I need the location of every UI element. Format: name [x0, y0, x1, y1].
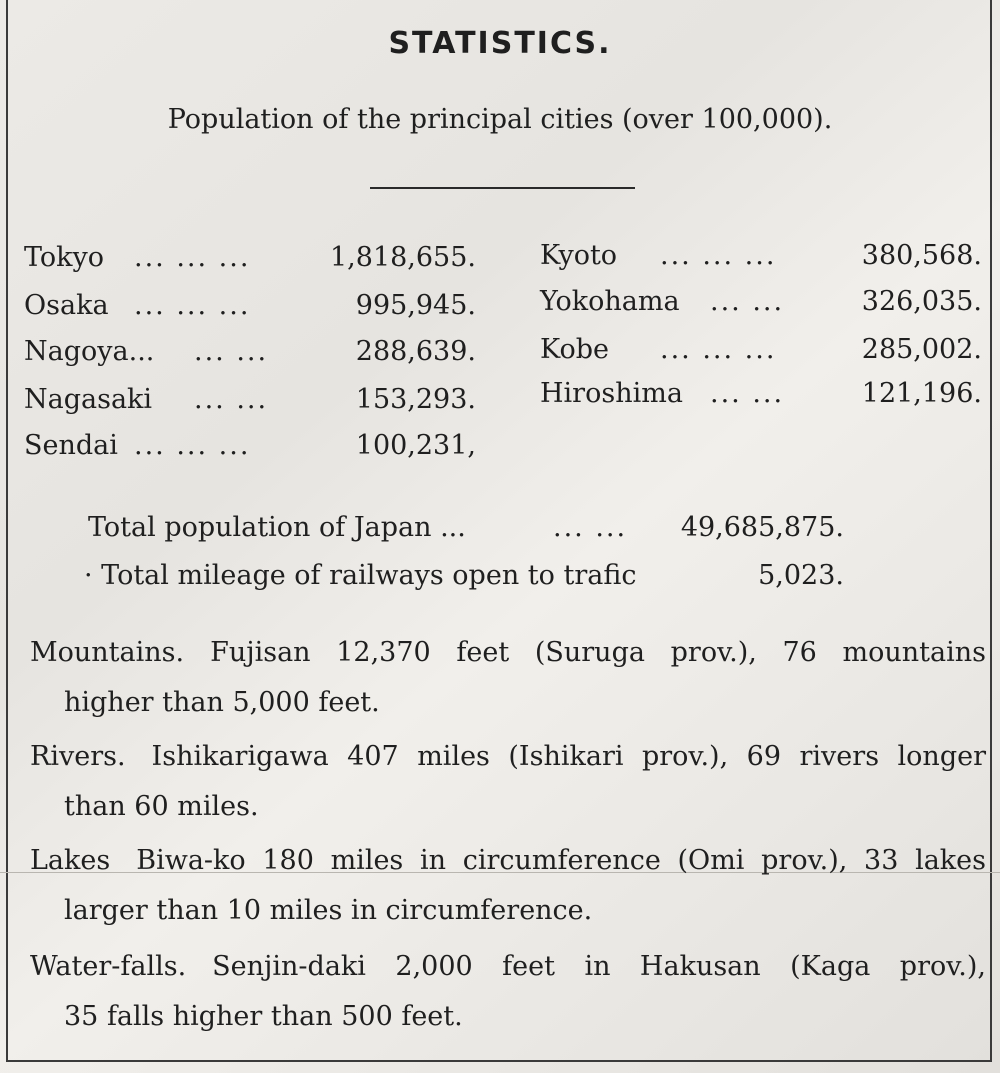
dot-leader: ... ... ... [660, 240, 777, 271]
city-name: Sendai [24, 430, 118, 461]
dot-leader: ... ... [194, 384, 269, 415]
city-population: 153,293. [355, 384, 476, 415]
fact-lakes [30, 836, 986, 936]
city-name: Nagasaki [24, 384, 153, 415]
city-row-tokyo [24, 238, 476, 278]
fact-text: Ishikarigawa 407 miles (Ishikari prov.), 69 rivers longer [151, 741, 986, 772]
fact-line-1 [30, 732, 986, 782]
city-population: 380,568. [861, 240, 982, 271]
city-name: Hiroshima [540, 378, 683, 409]
fact-heading: Water-falls. [30, 951, 187, 982]
page-border-bottom [6, 1060, 992, 1062]
fact-heading: Lakes [30, 845, 111, 876]
fact-mountains [30, 628, 986, 728]
railway-mileage-row [84, 556, 844, 596]
fact-text: Senjin-daki 2,000 feet in Hakusan (Kaga prov.), [212, 951, 986, 982]
fact-text: Fujisan 12,370 feet (Suruga prov.), 76 mountains [210, 637, 986, 668]
dot-leader: ... ... ... [660, 334, 777, 365]
page-title: STATISTICS. [388, 26, 612, 61]
city-population: 121,196. [861, 378, 982, 409]
dot-leader: ... ... [710, 378, 785, 409]
total-value: 5,023. [758, 560, 844, 591]
page-border-left [6, 0, 8, 1060]
section-divider [370, 187, 635, 189]
city-population: 326,035. [861, 286, 982, 317]
city-name: Osaka [24, 290, 109, 321]
dot-leader: ... ... ... [134, 430, 251, 461]
total-population-row [88, 508, 844, 548]
city-row-osaka [24, 286, 476, 326]
fact-waterfalls [30, 942, 986, 1042]
city-name: Kyoto [540, 240, 618, 271]
dot-leader: ... ... [194, 336, 269, 367]
fact-line-2: 35 falls higher than 500 feet. [64, 1001, 463, 1032]
fact-heading: Mountains. [30, 637, 185, 668]
fact-line-2: than 60 miles. [64, 791, 259, 822]
city-population: 1,818,655. [330, 242, 476, 273]
fact-text: Biwa-ko 180 miles in circumference (Omi prov.), 33 lakes [136, 845, 986, 876]
city-name: Kobe [540, 334, 609, 365]
city-row-kobe [540, 330, 982, 370]
city-population: 995,945. [355, 290, 476, 321]
city-name: Nagoya... [24, 336, 155, 367]
dot-leader: ... ... [710, 286, 785, 317]
page-border-right [990, 0, 992, 1060]
total-value: 49,685,875. [680, 512, 844, 543]
fact-line-2: larger than 10 miles in circumference. [64, 895, 593, 926]
population-subtitle: Population of the principal cities (over 100,000). [167, 104, 833, 135]
dot-leader: ... ... ... [134, 242, 251, 273]
city-name: Tokyo [24, 242, 105, 273]
fact-line-1 [30, 836, 986, 886]
fact-line-2: higher than 5,000 feet. [64, 687, 380, 718]
city-row-yokohama [540, 282, 982, 322]
fact-heading: Rivers. [30, 741, 126, 772]
city-row-hiroshima [540, 374, 982, 414]
dot-leader: ... ... ... [134, 290, 251, 321]
fact-line-1 [30, 942, 986, 992]
city-population: 100,231, [355, 430, 476, 461]
total-label: · Total mileage of railways open to trafic [84, 560, 637, 591]
city-row-nagasaki [24, 380, 476, 420]
dot-leader: ... ... [553, 512, 628, 543]
city-name: Yokohama [540, 286, 680, 317]
fact-line-1 [30, 628, 986, 678]
total-label: Total population of Japan ... [88, 512, 466, 543]
city-row-nagoya [24, 332, 476, 372]
fact-rivers [30, 732, 986, 832]
city-population: 285,002. [861, 334, 982, 365]
city-row-sendai [24, 426, 476, 466]
city-row-kyoto [540, 236, 982, 276]
city-population: 288,639. [355, 336, 476, 367]
